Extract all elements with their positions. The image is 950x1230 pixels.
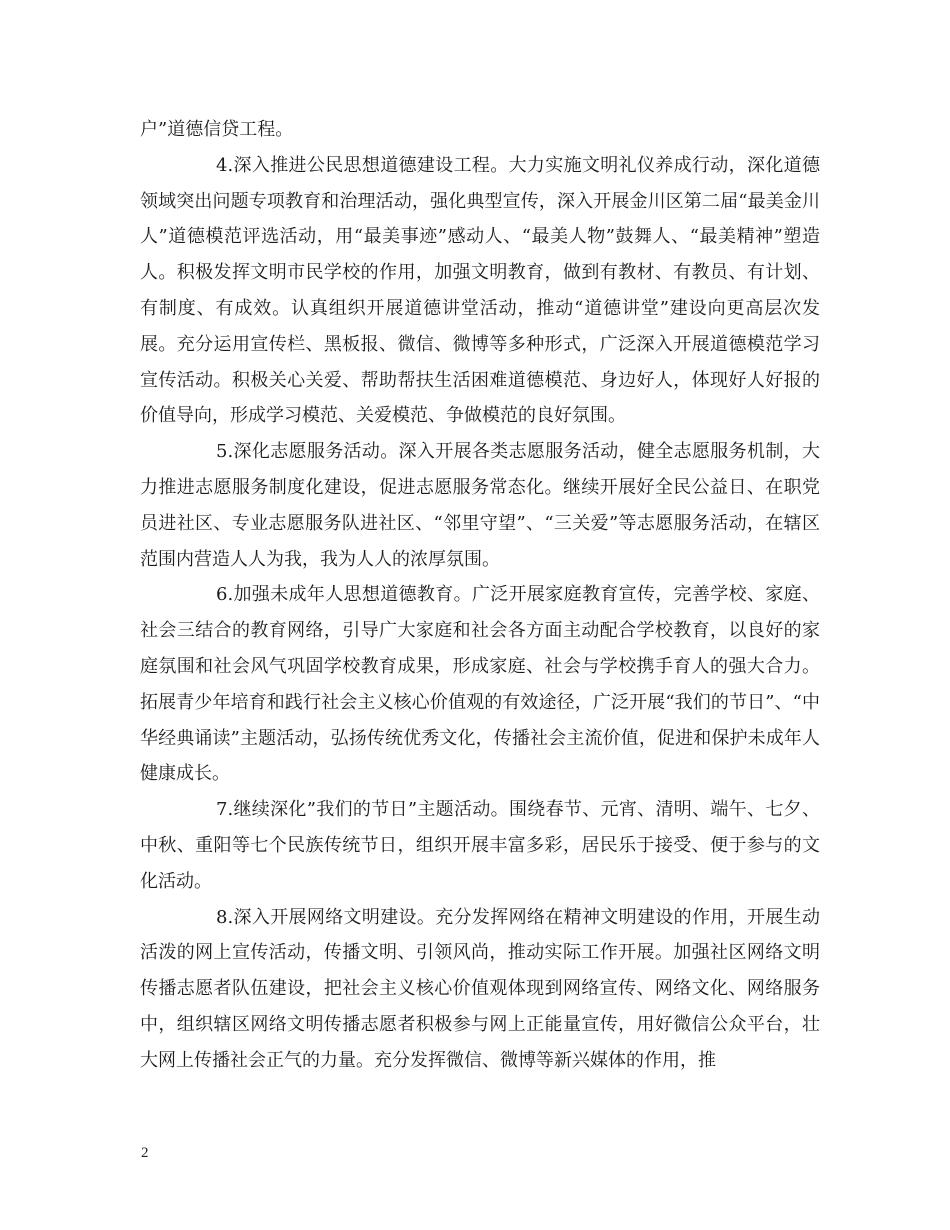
- paragraph-8: 8.深入开展网络文明建设。充分发挥网络在精神文明建设的作用，开展生动活泼的网上宣传活动，传播文明、引领风尚，推动实际工作开展。加强社区网络文明传播志愿者队伍建设，把社会主义核心价值观体现到网络宣传、网络文化、网络服务中，组织辖区网络文明传播志愿者积极参与网上正能量宣传，用好微信公众平台，壮大网上传播社会正气的力量。充分发挥微信、微博等新兴媒体的作用，推: [140, 906, 820, 1071]
- document-body: [140, 112, 820, 1079]
- page-number: 2: [141, 1145, 149, 1161]
- paragraph-7: 7.继续深化”我们的节日”主题活动。围绕春节、元宵、清明、端午、七夕、中秋、重阳等七个民族传统节日，组织开展丰富多彩，居民乐于接受、便于参与的文化活动。: [140, 799, 820, 892]
- paragraph-6: 6.加强未成年人思想道德教育。广泛开展家庭教育宣传，完善学校、家庭、社会三结合的教育网络，引导广大家庭和社会各方面主动配合学校教育，以良好的家庭氛围和社会风气巩固学校教育成果，形成家庭、社会与学校携手育人的强大合力。拓展青少年培育和践行社会主义核心价值观的有效途径，广泛开展“我们的节日”、“中华经典诵读”主题活动，弘扬传统优秀文化，传播社会主流价值，促进和保护未成年人健康成长。: [140, 584, 820, 785]
- paragraph-continuation: 户”道德信贷工程。: [140, 119, 294, 140]
- paragraph-5: 5.深化志愿服务活动。深入开展各类志愿服务活动，健全志愿服务机制，大力推进志愿服务制度化建设，促进志愿服务常态化。继续开展好全民公益日、在职党员进社区、专业志愿服务队进社区、“邻里守望”、“三关爱”等志愿服务活动，在辖区范围内营造人人为我，我为人人的浓厚氛围。: [140, 441, 820, 570]
- paragraph-4: 4.深入推进公民思想道德建设工程。大力实施文明礼仪养成行动，深化道德领域突出问题专项教育和治理活动，强化典型宣传，深入开展金川区第二届“最美金川人”道德模范评选活动，用“最美事迹”感动人、“最美人物”鼓舞人、“最美精神”塑造人。积极发挥文明市民学校的作用，加强文明教育，做到有教材、有教员、有计划、有制度、有成效。认真组织开展道德讲堂活动，推动“道德讲堂”建设向更高层次发展。充分运用宣传栏、黑板报、微信、微博等多种形式，广泛深入开展道德模范学习宣传活动。积极关心关爱、帮助帮扶生活困难道德模范、身边好人，体现好人好报的价值导向，形成学习模范、关爱模范、争做模范的良好氛围。: [140, 154, 820, 427]
